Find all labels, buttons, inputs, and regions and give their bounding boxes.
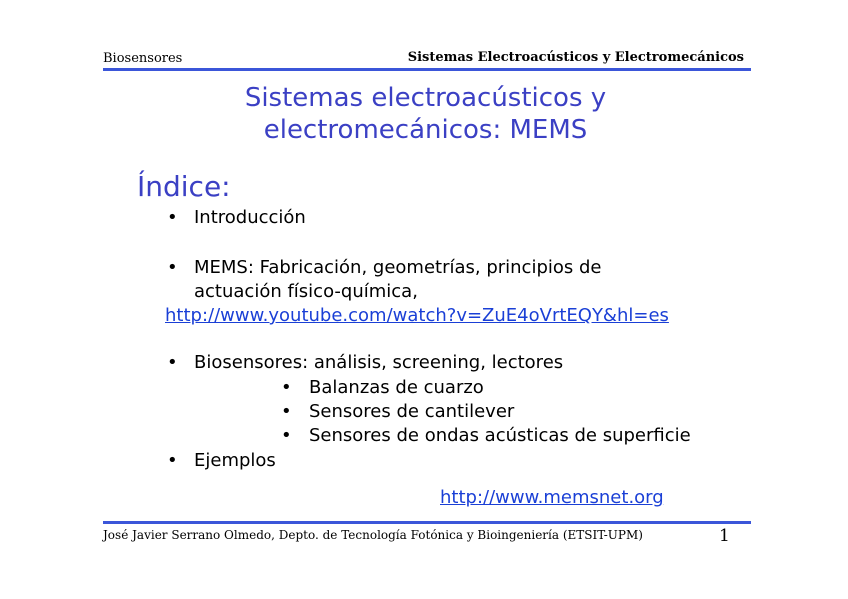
bullet-icon: • [281,401,292,422]
sub-item-balanzas: Balanzas de cuarzo [309,377,484,398]
header-rule [103,68,751,71]
footer-author: José Javier Serrano Olmedo, Depto. de Tecnología Fotónica y Bioingeniería (ETSIT-UPM) [103,528,643,542]
memsnet-link[interactable]: http://www.memsnet.org [440,487,664,508]
bullet-icon: • [281,425,292,446]
page-number: 1 [719,526,730,546]
slide-title-line-2: electromecánicos: MEMS [263,115,588,145]
bullet-icon: • [281,377,292,398]
list-item-ejemplos: Ejemplos [194,450,276,471]
bullet-icon: • [167,450,178,471]
header-left-label: Biosensores [103,51,183,66]
bullet-icon: • [167,207,178,228]
slide-title [103,82,748,146]
section-heading: Índice: [137,170,231,203]
list-item-mems-line-1: MEMS: Fabricación, geometrías, principios de [194,257,602,278]
header-right-label: Sistemas Electroacústicos y Electromecánicos [407,50,744,65]
slide-title-line-1: Sistemas electroacústicos y [244,83,607,113]
sub-item-cantilever: Sensores de cantilever [309,401,515,422]
list-item-mems-line-2: actuación físico-química, [194,281,418,302]
sub-item-ondas-acusticas: Sensores de ondas acústicas de superficie [309,425,691,446]
list-item-biosensores: Biosensores: análisis, screening, lectores [194,352,564,373]
youtube-link[interactable]: http://www.youtube.com/watch?v=ZuE4oVrtEQY&hl=es [165,305,669,326]
bullet-icon: • [167,352,178,373]
bullet-icon: • [167,257,178,278]
list-item-introduccion: Introducción [194,207,306,228]
footer-rule [103,521,751,524]
